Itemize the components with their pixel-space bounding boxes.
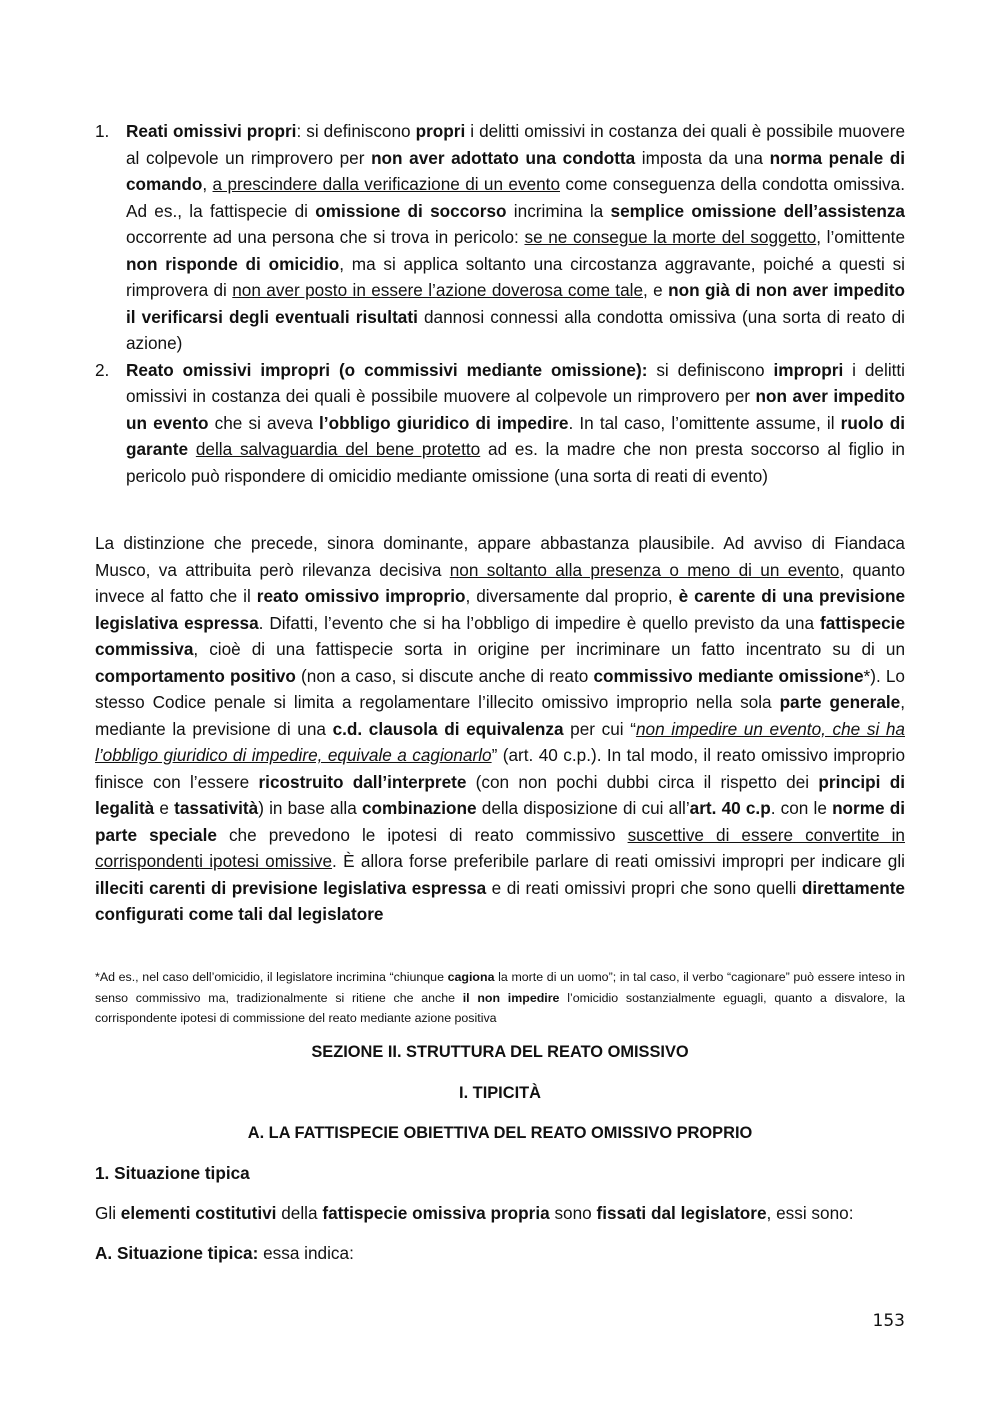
text-run: . Difatti, l’evento che si ha l’obbligo di impedire è quello previsto da una	[258, 612, 820, 633]
chapter-heading: I. TIPICITÀ	[459, 1084, 541, 1102]
text-run: e di reati omissivi propri che sono quelli	[486, 877, 802, 898]
text-run: , e	[643, 280, 669, 300]
text-run: , diversamente dal proprio,	[465, 586, 679, 606]
text-run: se ne consegue la morte del soggetto	[524, 227, 817, 247]
text-run: non soltanto alla presenza o meno di un evento	[449, 559, 840, 580]
text-run: l’obbligo giuridico di impedire	[319, 412, 569, 433]
text-run: semplice omissione dell’assistenza	[610, 200, 905, 221]
text-run: ricostruito dall’interprete	[258, 771, 467, 792]
page-number: 153	[872, 1311, 905, 1331]
text-run: propri	[415, 121, 466, 141]
text-run: essa indica:	[258, 1243, 354, 1263]
text-run: si definiscono	[647, 359, 774, 380]
footnote	[95, 967, 905, 1029]
text-run: è carente di una previsione legislativa espressa	[95, 586, 906, 633]
text-run: ad es. la madre che non presta soccorso al figlio in pericolo può rispondere di omicidio mediante omissione (una sorta di reati di evento)	[126, 439, 905, 486]
text-run: illeciti carenti di previsione legislativa espressa	[95, 877, 487, 898]
text-run: della salvaguardia del bene protetto	[195, 439, 481, 459]
text-run: ,	[202, 174, 213, 194]
subheading: 1. Situazione tipica	[95, 1163, 250, 1183]
text-run: , l’omittente	[816, 227, 906, 247]
text-run: elementi costitutivi	[120, 1203, 277, 1223]
text-run: della	[276, 1203, 323, 1223]
text-run: : si definiscono	[296, 121, 416, 141]
list-item	[95, 118, 905, 357]
text-run: l’omicidio sostanzialmente eguagli, quanto a disvalore, la corrispondente ipotesi di commissione del reato mediante azione positiva	[95, 990, 906, 1025]
text-run: i delitti omissivi in costanza dei quali è possibile muovere al colpevole un rimprovero per	[126, 121, 906, 168]
text-run: Reati omissivi propri	[126, 121, 297, 141]
text-run: , essi sono:	[766, 1203, 854, 1223]
text-run: della disposizione di cui all’	[476, 798, 690, 818]
text-run: per cui “	[563, 718, 636, 739]
text-run: fissati dal legislatore	[596, 1203, 767, 1223]
text-run: non già di non aver impedito il verificarsi degli eventuali risultati	[126, 280, 906, 327]
text-run: commissivo mediante omissione	[593, 665, 864, 686]
text-run: suscettive di essere convertite in corrispondenti ipotesi omissive	[95, 824, 905, 871]
text-run: dannosi connessi alla condotta omissiva (una sorta di reato di azione)	[126, 306, 905, 353]
text-run: c.d. clausola di equivalenza	[332, 718, 564, 739]
text-run: comportamento positivo	[95, 665, 296, 686]
numbered-list	[95, 118, 905, 489]
text-run: , mediante la previsione di una	[95, 692, 905, 739]
text-run: ruolo di garante	[126, 412, 906, 459]
list-number: 2.	[95, 359, 110, 380]
text-run: norme di parte speciale	[95, 798, 906, 845]
text-run: impropri	[773, 359, 844, 380]
text-run: Reato omissivi impropri (o commissivi mediante omissione):	[126, 359, 648, 380]
text-run: ” (art. 40 c.p.). In tal modo, il reato omissivo improprio finisce con l’essere	[95, 745, 905, 792]
section-heading: SEZIONE II. STRUTTURA DEL REATO OMISSIVO	[311, 1043, 689, 1061]
body-paragraph	[95, 530, 905, 928]
text-run: (con non pochi dubbi circa il rispetto dei	[466, 771, 819, 792]
text-run: sono	[549, 1203, 597, 1223]
text-run: , quanto invece al fatto che il	[95, 559, 905, 606]
text-run: che si aveva	[208, 412, 320, 433]
list-number: 1.	[95, 121, 110, 141]
text-run	[188, 439, 196, 459]
text-run: imposta da una	[635, 147, 770, 168]
text-run: a prescindere dalla verificazione di un evento	[212, 174, 561, 194]
text-run: combinazione	[361, 798, 477, 818]
text-run: occorrente ad una persona che si trova in pericolo:	[126, 227, 525, 247]
text-run: La distinzione che precede, sinora dominante, appare abbastanza plausibile. Ad avviso di Fiandaca Musco, va attribuita però rilevanza decisiva	[95, 533, 905, 580]
text-run: norma penale di comando	[126, 147, 905, 194]
text-run: art. 40 c.p	[689, 798, 771, 818]
text-run: non aver impedito un evento	[126, 386, 906, 433]
text-run: non aver posto in essere l’azione doverosa come tale	[232, 280, 644, 300]
text-run: non impedire un evento, che si ha l’obbligo giuridico di impedire, equivale a cagionarlo	[95, 718, 905, 765]
list-item-text	[126, 360, 905, 486]
text-run: non aver adottato una condotta	[371, 147, 636, 168]
text-run: Gli	[95, 1203, 121, 1223]
text-run: la morte di un uomo”; in tal caso, il verbo “cagionare” può essere inteso in senso commissivo ma, tradizionalmente si ritiene che anche	[95, 970, 905, 1005]
text-run: cagiona	[447, 970, 495, 984]
text-run: il non impedire	[462, 990, 560, 1005]
text-run: A. Situazione tipica:	[95, 1243, 259, 1263]
text-run: *). Lo stesso Codice penale si limita a regolamentare l’illecito omissivo improprio nella sola	[95, 665, 905, 712]
text-run: come conseguenza della condotta omissiva. Ad es., la fattispecie di	[126, 174, 905, 221]
list-item	[95, 357, 905, 490]
text-run: . con le	[770, 798, 833, 818]
list-item-text	[126, 121, 905, 353]
text-run: principi di legalità	[95, 771, 905, 818]
situation-line	[95, 1243, 905, 1264]
text-run: . In tal caso, l’omittente assume, il	[568, 412, 841, 433]
text-run: fattispecie commissiva	[95, 612, 905, 659]
text-run: . È allora forse preferibile parlare di reati omissivi impropri per indicare gli	[332, 851, 906, 871]
subsection-heading: A. LA FATTISPECIE OBIETTIVA DEL REATO OMISSIVO PROPRIO	[247, 1124, 753, 1142]
text-run: parte generale	[779, 692, 901, 712]
text-run: (non a caso, si discute anche di reato	[295, 665, 594, 686]
text-run: , cioè di una fattispecie sorta in origine per incriminare un fatto incentrato su di un	[193, 639, 905, 659]
text-run: non risponde di omicidio	[126, 253, 340, 274]
text-run: tassatività	[174, 798, 259, 818]
text-run: e	[154, 798, 175, 818]
text-run: incrimina la	[506, 200, 611, 221]
text-run: omissione di soccorso	[315, 200, 507, 221]
text-run: che prevedono le ipotesi di reato commissivo	[216, 824, 628, 845]
text-run: , ma si applica soltanto una circostanza aggravante, poiché a questi si rimprovera di	[126, 253, 906, 300]
text-run: fattispecie omissiva propria	[322, 1203, 550, 1223]
text-run: ) in base alla	[258, 798, 362, 818]
text-run: i delitti omissivi in costanza dei quali è possibile muovere al colpevole un rimprovero per	[126, 359, 906, 406]
text-run: *Ad es., nel caso dell’omicidio, il legislatore incrimina “chiunque	[95, 970, 448, 984]
elements-line	[95, 1203, 905, 1224]
text-run: reato omissivo improprio	[256, 586, 466, 606]
text-run: direttamente configurati come tali dal legislatore	[95, 877, 905, 924]
